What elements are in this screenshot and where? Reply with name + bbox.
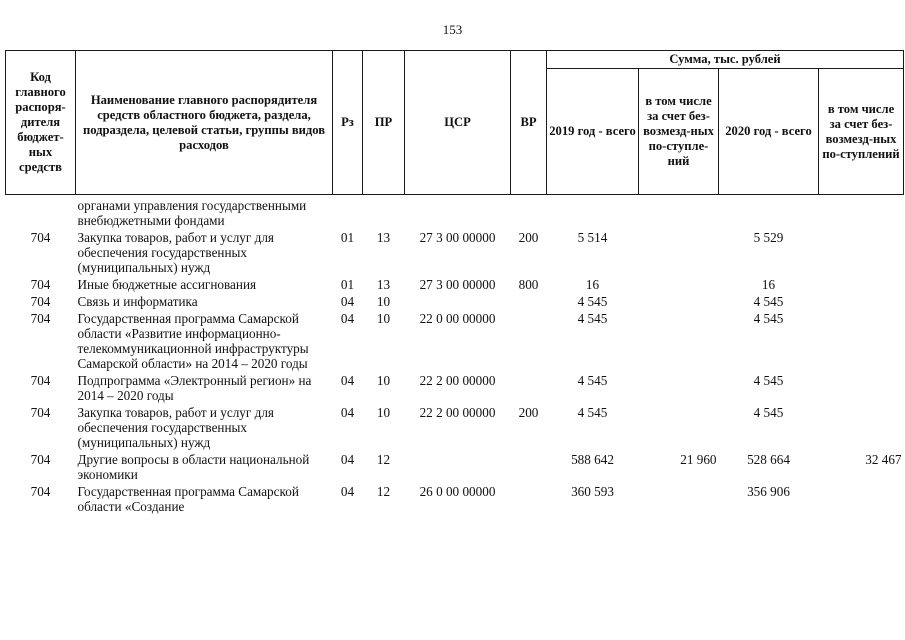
page-number: 153 bbox=[442, 22, 463, 37]
cell-2020-total: 16 bbox=[761, 277, 776, 292]
cell-2019-total bbox=[547, 195, 639, 231]
cell-code: 704 bbox=[30, 230, 51, 245]
table-row bbox=[6, 452, 904, 484]
header-sum-group: Сумма, тыс. рублей bbox=[547, 51, 904, 69]
cell-2019-total: 5 514 bbox=[577, 230, 608, 245]
cell-rz bbox=[333, 195, 363, 231]
cell-code: 704 bbox=[30, 277, 51, 292]
cell-2019-total: 4 545 bbox=[577, 311, 608, 326]
cell-2020-free bbox=[819, 230, 904, 277]
cell-2019-free bbox=[639, 294, 719, 311]
cell-rz: 04 bbox=[340, 405, 355, 420]
header-2019-total: 2019 год - всего bbox=[547, 69, 639, 195]
cell-vr bbox=[511, 373, 547, 405]
cell-csr: 27 3 00 00000 bbox=[419, 230, 496, 245]
cell-name: Закупка товаров, работ и услуг для обеспечения государственных (муниципальных) нужд bbox=[77, 405, 274, 450]
cell-2020-free bbox=[819, 405, 904, 452]
header-2020-free: в том числе за счет без-возмезд-ных по-ступлений bbox=[819, 69, 904, 195]
cell-2019-free bbox=[639, 230, 719, 277]
table-header bbox=[6, 51, 904, 195]
cell-pr bbox=[363, 195, 405, 231]
cell-name: органами управления государственными внебюджетными фондами bbox=[77, 198, 307, 228]
table-row bbox=[6, 294, 904, 311]
cell-2020-free bbox=[819, 311, 904, 373]
cell-pr: 10 bbox=[376, 311, 391, 326]
cell-2020-free bbox=[819, 294, 904, 311]
cell-2020-total: 528 664 bbox=[747, 452, 790, 467]
cell-2019-total: 588 642 bbox=[571, 452, 614, 467]
cell-name: Государственная программа Самарской области «Развитие информационно-телекоммуникационной инфраструктуры Самарской области» на 2014 – 2020 годы bbox=[77, 311, 309, 371]
cell-code bbox=[6, 195, 76, 231]
cell-name: Связь и информатика bbox=[77, 294, 198, 309]
cell-2019-total: 360 593 bbox=[571, 484, 614, 499]
header-2019-free: в том числе за счет без-возмезд-ных по-ступле-ний bbox=[639, 69, 719, 195]
cell-code: 704 bbox=[30, 452, 51, 467]
cell-csr: 22 0 00 00000 bbox=[419, 311, 496, 326]
cell-2019-free bbox=[639, 373, 719, 405]
cell-2019-free bbox=[639, 311, 719, 373]
cell-csr bbox=[405, 195, 511, 231]
header-csr: ЦСР bbox=[405, 51, 511, 195]
cell-code: 704 bbox=[30, 484, 51, 499]
cell-vr: 800 bbox=[518, 277, 539, 292]
cell-rz: 04 bbox=[340, 452, 355, 467]
cell-2020-free bbox=[819, 373, 904, 405]
header-code: Код главного распоря-дителя бюджет-ных средств bbox=[6, 51, 76, 195]
cell-rz: 01 bbox=[340, 277, 355, 292]
cell-2020-total: 5 529 bbox=[753, 230, 784, 245]
cell-vr: 200 bbox=[518, 230, 539, 245]
cell-2019-total: 4 545 bbox=[577, 294, 608, 309]
cell-name: Иные бюджетные ассигнования bbox=[77, 277, 257, 292]
cell-code: 704 bbox=[30, 405, 51, 420]
cell-csr: 22 2 00 00000 bbox=[419, 373, 496, 388]
cell-vr bbox=[511, 452, 547, 484]
cell-csr: 26 0 00 00000 bbox=[419, 484, 496, 499]
cell-rz: 04 bbox=[340, 373, 355, 388]
table-row bbox=[6, 311, 904, 373]
cell-vr bbox=[511, 294, 547, 311]
cell-2020-total: 4 545 bbox=[753, 373, 784, 388]
cell-name: Подпрограмма «Электронный регион» на 2014 – 2020 годы bbox=[77, 373, 312, 403]
cell-vr bbox=[511, 484, 547, 516]
cell-csr bbox=[405, 452, 511, 484]
cell-2019-free bbox=[639, 484, 719, 516]
table-row bbox=[6, 195, 904, 231]
cell-rz: 04 bbox=[340, 484, 355, 499]
cell-2019-total: 4 545 bbox=[577, 405, 608, 420]
table-row bbox=[6, 277, 904, 294]
cell-rz: 01 bbox=[340, 230, 355, 245]
cell-2020-total: 356 906 bbox=[747, 484, 790, 499]
cell-code: 704 bbox=[30, 294, 51, 309]
cell-csr bbox=[405, 294, 511, 311]
table-row bbox=[6, 230, 904, 277]
cell-2020-total: 4 545 bbox=[753, 311, 784, 326]
cell-code: 704 bbox=[30, 311, 51, 326]
cell-2019-total: 4 545 bbox=[577, 373, 608, 388]
cell-2020-free bbox=[819, 484, 904, 516]
table-row bbox=[6, 405, 904, 452]
cell-vr bbox=[511, 195, 547, 231]
cell-pr: 10 bbox=[376, 294, 391, 309]
header-rz: Рз bbox=[333, 51, 363, 195]
header-name: Наименование главного распорядителя средств областного бюджета, раздела, подраздела, целевой статьи, группы видов расходов bbox=[76, 51, 333, 195]
cell-pr: 13 bbox=[376, 230, 391, 245]
cell-vr bbox=[511, 311, 547, 373]
cell-2020-free bbox=[819, 195, 904, 231]
cell-2019-free bbox=[639, 195, 719, 231]
table-row bbox=[6, 373, 904, 405]
cell-2020-total: 4 545 bbox=[753, 294, 784, 309]
cell-2020-total: 4 545 bbox=[753, 405, 784, 420]
cell-csr: 22 2 00 00000 bbox=[419, 405, 496, 420]
cell-pr: 10 bbox=[376, 405, 391, 420]
cell-pr: 12 bbox=[376, 452, 391, 467]
cell-2020-free bbox=[819, 277, 904, 294]
cell-pr: 13 bbox=[376, 277, 391, 292]
cell-rz: 04 bbox=[340, 294, 355, 309]
cell-name: Государственная программа Самарской области «Создание bbox=[77, 484, 299, 514]
cell-rz: 04 bbox=[340, 311, 355, 326]
table-row bbox=[6, 484, 904, 516]
cell-2019-free bbox=[639, 405, 719, 452]
cell-pr: 10 bbox=[376, 373, 391, 388]
cell-vr: 200 bbox=[518, 405, 539, 420]
cell-2020-total bbox=[719, 195, 819, 231]
cell-name: Закупка товаров, работ и услуг для обеспечения государственных (муниципальных) нужд bbox=[77, 230, 274, 275]
cell-pr: 12 bbox=[376, 484, 391, 499]
cell-csr: 27 3 00 00000 bbox=[419, 277, 496, 292]
cell-code: 704 bbox=[30, 373, 51, 388]
cell-2020-free: 32 467 bbox=[865, 452, 902, 467]
header-pr: ПР bbox=[363, 51, 405, 195]
cell-2019-total: 16 bbox=[585, 277, 600, 292]
cell-name: Другие вопросы в области национальной экономики bbox=[77, 452, 310, 482]
header-2020-total: 2020 год - всего bbox=[719, 69, 819, 195]
table-body bbox=[6, 195, 904, 517]
budget-table bbox=[5, 50, 904, 516]
header-vr: ВР bbox=[511, 51, 547, 195]
cell-2019-free: 21 960 bbox=[680, 452, 717, 467]
cell-2019-free bbox=[639, 277, 719, 294]
